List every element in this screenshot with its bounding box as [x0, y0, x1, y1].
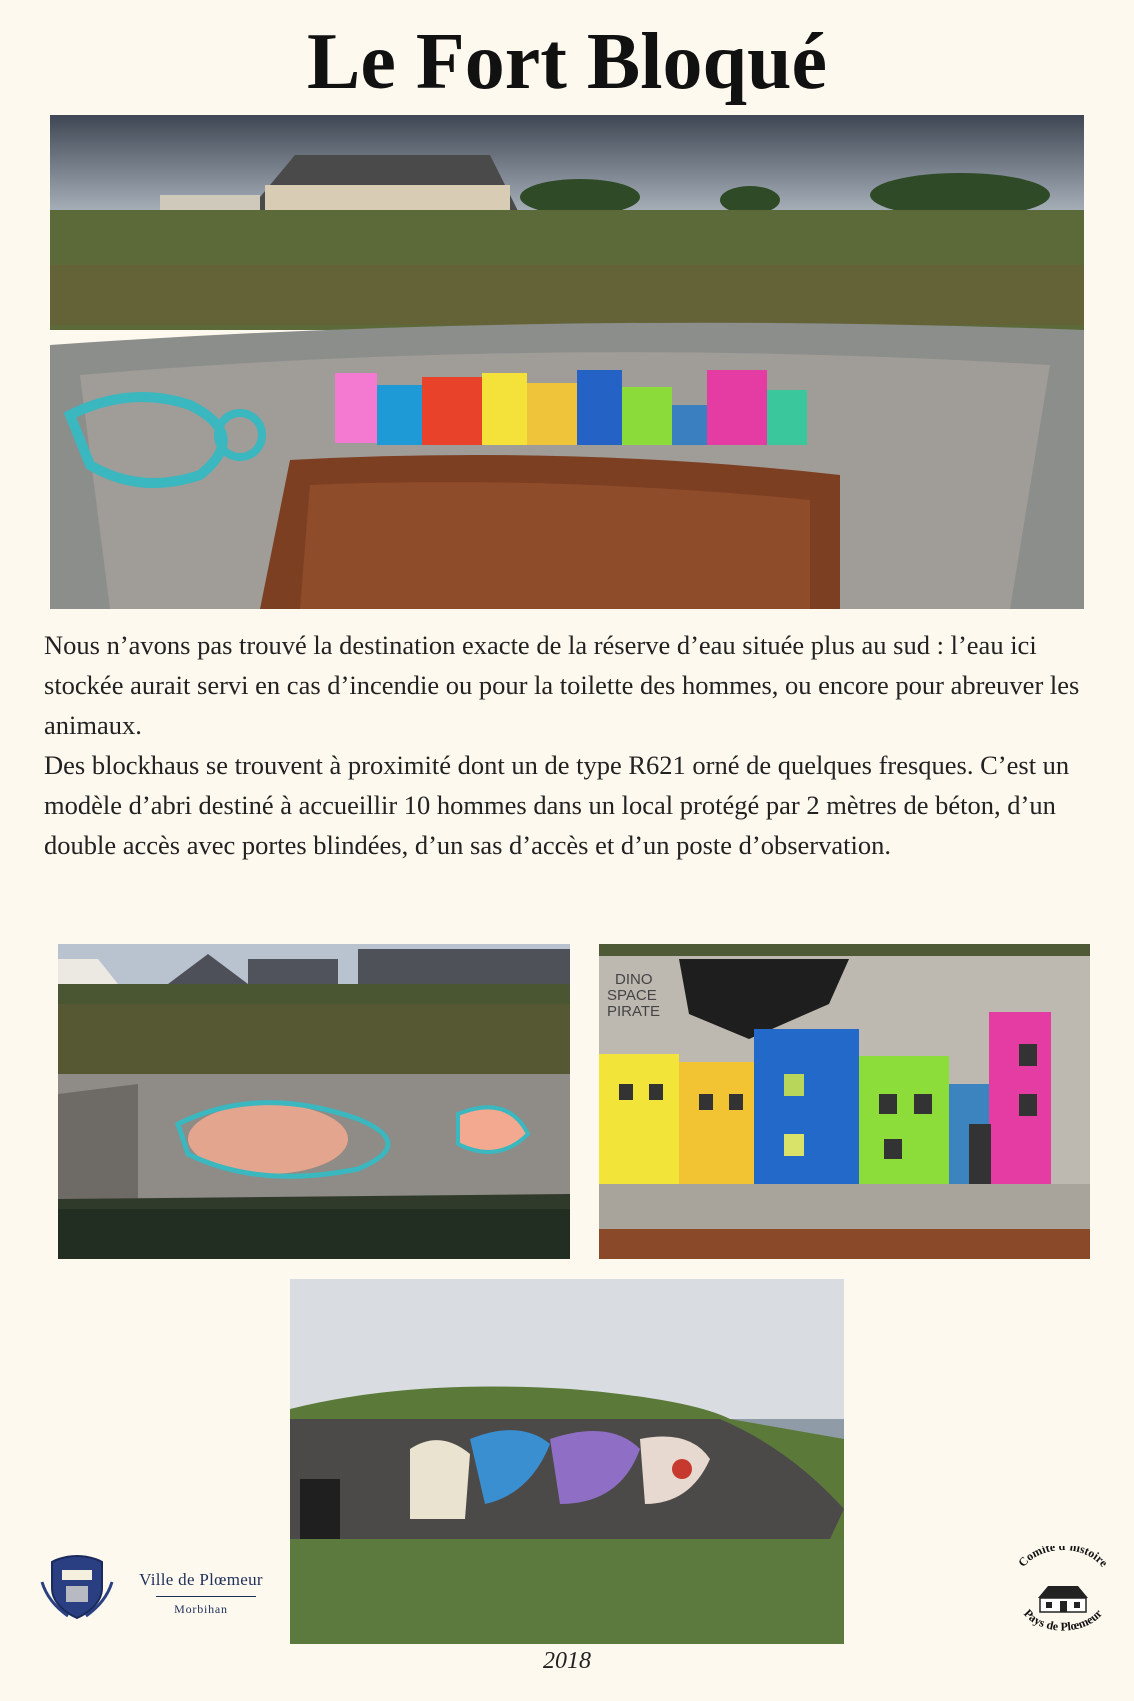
paragraph-reservoir: Nous n’avons pas trouvé la destination exacte de la réserve d’eau située plus au sud : l’eau ici stockée aurait servi en cas d’incendie ou pour la toilette des hommes, ou encore pour abreuver les animaux.	[44, 630, 1080, 740]
department-name: Morbihan	[174, 1602, 228, 1616]
house-icon	[1038, 1586, 1088, 1612]
coat-of-arms-icon	[38, 1552, 116, 1622]
reservoir-photo	[50, 115, 1084, 609]
year-label: 2018	[543, 1648, 591, 1674]
comite-histoire-logo	[1008, 1546, 1118, 1636]
blockhaus-photo	[290, 1279, 844, 1644]
logo-line-1: Comité d’histoire	[1015, 1546, 1111, 1570]
logo-divider	[156, 1596, 256, 1597]
ville-de-ploemeur-logo	[38, 1552, 268, 1632]
ville-name: Ville de Plœmeur	[139, 1570, 263, 1589]
houses-mural-photo	[599, 944, 1090, 1259]
page-title: Le Fort Bloqué	[307, 18, 827, 106]
logo-line-2: Pays de Plœmeur	[1021, 1606, 1105, 1634]
reservoir-wall-photo	[58, 944, 570, 1259]
body-text	[44, 625, 1104, 865]
graffiti-tag-text: DINO SPACE PIRATE	[607, 971, 661, 1020]
svg-text:Comité d’histoire	[1015, 1546, 1111, 1570]
paragraph-blockhaus: Des blockhaus se trouvent à proximité dont un de type R621 orné de quelques fresques. C’est un modèle d’abri destiné à accueillir 10 hommes dans un local protégé par 2 mètres de béton, d’un double accès avec portes blindées, d’un sas d’accès et d’un poste d’observation.	[44, 750, 1070, 860]
